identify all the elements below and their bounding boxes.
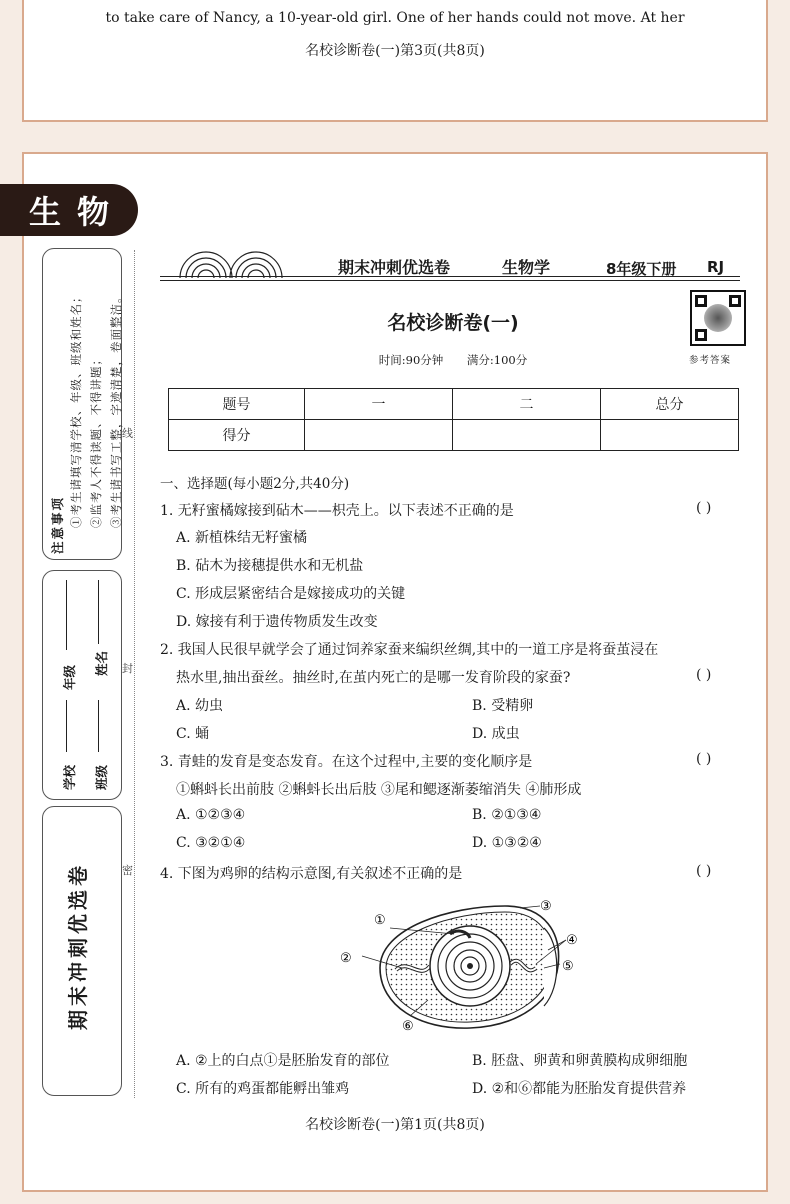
cut-mark: 封	[122, 662, 133, 675]
school-field-label: 学校	[62, 764, 77, 790]
binding-line	[134, 250, 135, 1098]
table-cell: 总分	[601, 389, 739, 420]
egg-label-3: ③	[540, 899, 552, 914]
answer-blank[interactable]: ( )	[696, 863, 712, 879]
option[interactable]: D. ②和⑥都能为胚胎发育提供营养	[472, 1081, 687, 1097]
question-stem: 3. 青蛙的发育是变态发育。在这个过程中,主要的变化顺序是	[160, 754, 533, 770]
notice-title: 注意事项	[50, 495, 65, 554]
egg-label-6: ⑥	[402, 1019, 414, 1034]
grade-field-line[interactable]	[66, 580, 67, 650]
option[interactable]: A. 幼虫	[176, 698, 224, 714]
option[interactable]: A. 新植株结无籽蜜橘	[176, 530, 308, 546]
option[interactable]: A. ①②③④	[176, 807, 246, 823]
notice-item: ③考生请书写工整，字迹清楚，卷面整洁。	[109, 290, 123, 528]
header-rule	[160, 280, 740, 281]
egg-structure-diagram	[330, 888, 590, 1038]
option[interactable]: C. 所有的鸡蛋都能孵出雏鸡	[176, 1081, 350, 1097]
score-cell[interactable]	[453, 420, 601, 451]
exam-time: 时间:90分钟	[378, 353, 444, 367]
series-name: 期末冲刺优选卷	[338, 258, 451, 277]
table-cell: 二	[453, 389, 601, 420]
grade-level: 8年级下册	[606, 260, 677, 278]
score-cell[interactable]	[601, 420, 739, 451]
option[interactable]: D. ①③②④	[472, 835, 542, 851]
answer-blank[interactable]: ( )	[696, 500, 712, 516]
option[interactable]: B. ②①③④	[472, 807, 542, 823]
paper-meta	[0, 352, 790, 368]
school-field-line[interactable]	[66, 700, 67, 752]
table-cell: 题号	[169, 389, 305, 420]
option[interactable]: A. ②上的白点①是胚胎发育的部位	[176, 1053, 390, 1069]
table-row	[169, 420, 739, 451]
answer-key-label: 参考答案	[689, 355, 732, 366]
full-score: 满分:100分	[466, 353, 528, 367]
table-row	[169, 389, 739, 420]
question-stem-cont: 热水里,抽出蚕丝。抽丝时,在茧内死亡的是哪一发育阶段的家蚕?	[176, 670, 571, 686]
egg-label-4: ④	[566, 933, 578, 948]
egg-label-2: ②	[340, 951, 352, 966]
option[interactable]: C. ③②①④	[176, 835, 246, 851]
class-field-label: 班级	[94, 764, 109, 790]
header-arc-logo	[178, 246, 284, 278]
option[interactable]: B. 砧木为接穗提供水和无机盐	[176, 558, 364, 574]
paper-title: 名校诊断卷(一)	[387, 312, 519, 334]
egg-label-1: ①	[374, 913, 386, 928]
answer-blank[interactable]: ( )	[696, 751, 712, 767]
option[interactable]: B. 胚盘、卵黄和卵黄膜构成卵细胞	[472, 1053, 688, 1069]
option[interactable]: C. 形成层紧密结合是嫁接成功的关键	[176, 586, 406, 602]
question-stem: 1. 无籽蜜橘嫁接到砧木——枳壳上。以下表述不正确的是	[160, 503, 514, 519]
cut-mark: 线	[122, 427, 133, 440]
notice-item: ①考生请填写清学校、年级、班级和姓名；	[69, 290, 83, 528]
option[interactable]: B. 受精卵	[472, 698, 534, 714]
yolk	[430, 926, 510, 1006]
grade-field-label: 年级	[62, 664, 77, 690]
option[interactable]: C. 蛹	[176, 726, 210, 742]
class-field-line[interactable]	[98, 700, 99, 752]
brand-text: 期末冲刺优选卷	[66, 862, 90, 1030]
option[interactable]: D. 嫁接有利于遗传物质发生改变	[176, 614, 378, 630]
question-stem: 4. 下图为鸡卵的结构示意图,有关叙述不正确的是	[160, 866, 463, 882]
cut-mark: 密	[122, 864, 133, 877]
previous-page-footer: 名校诊断卷(一)第3页(共8页)	[305, 43, 485, 59]
question-stem-cont: ①蝌蚪长出前肢 ②蝌蚪长出后肢 ③尾和鳃逐渐萎缩消失 ④肺形成	[176, 782, 582, 798]
egg-label-5: ⑤	[562, 959, 574, 974]
notice-item: ②监考人不得读题、不得讲题；	[89, 353, 103, 528]
score-table	[168, 388, 739, 451]
section-heading: 一、选择题(每小题2分,共40分)	[160, 476, 350, 492]
answer-blank[interactable]: ( )	[696, 667, 712, 683]
score-cell[interactable]	[305, 420, 453, 451]
name-field-line[interactable]	[98, 580, 99, 644]
student-info-panel	[42, 570, 122, 800]
previous-page	[22, 0, 768, 122]
option[interactable]: D. 成虫	[472, 726, 520, 742]
question-stem: 2. 我国人民很早就学会了通过饲养家蚕来编织丝绸,其中的一道工序是将蚕茧浸在	[160, 642, 659, 658]
previous-page-text: to take care of Nancy, a 10-year-old girl. One of her hands could not move. At her	[105, 10, 685, 26]
page-footer: 名校诊断卷(一)第1页(共8页)	[305, 1117, 485, 1133]
subject-name: 生物学	[502, 258, 551, 277]
name-field-label: 姓名	[94, 650, 109, 676]
subject-tab: 生物	[0, 184, 138, 236]
table-cell: 一	[305, 389, 453, 420]
edition: RJ	[707, 258, 725, 276]
table-cell: 得分	[169, 420, 305, 451]
